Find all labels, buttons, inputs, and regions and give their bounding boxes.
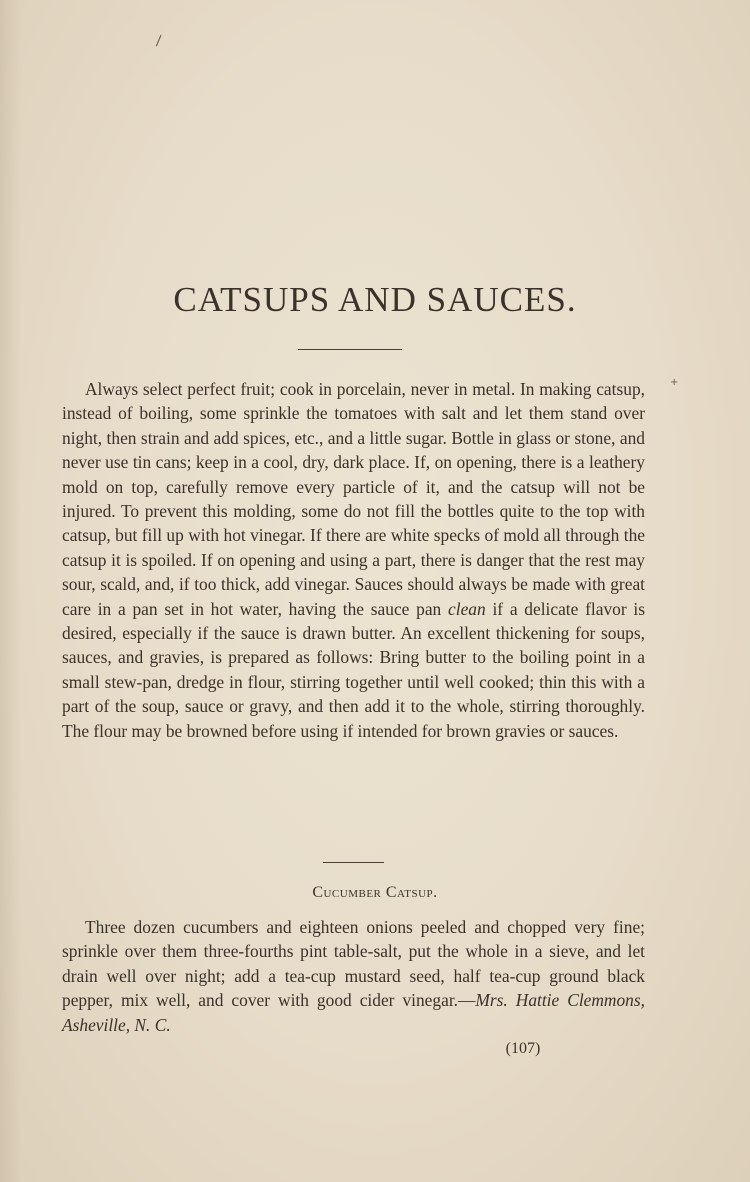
section-divider xyxy=(323,862,384,863)
chapter-title: CATSUPS AND SAUCES. xyxy=(173,280,577,319)
recipe-paragraph xyxy=(62,915,645,1037)
ink-speck-mark: + xyxy=(670,377,679,388)
page-edge-shadow xyxy=(0,0,22,1182)
intro-text-start: Always select perfect fruit; cook in porcelain, never in metal. In making catsup, instead of boiling, some sprinkle the tomatoes with salt and let them stand over night, then strain and add spices, etc., and a little sugar. Bottle in glass or stone, and never use tin cans; keep in a cool, dry, dark place. If, on opening, there is a leathery mold on top, carefully remove every particle of it, and the catsup will not be injured. To prevent this molding, some do not fill the bottles quite to the top with catsup, but fill up with hot vinegar. If there are white specks of mold all through the catsup it is spoiled. If on opening and using a part, there is danger that the rest may sour, scald, and, if too thick, add vinegar. Sauces should always be made with great care in a pan set in hot water, having the sauce pan xyxy=(62,379,645,619)
recipe-title: Cucumber Catsup. xyxy=(312,884,438,901)
recipe-attribution: Mrs. Hattie Clemmons, Asheville, N. C. xyxy=(62,990,645,1035)
intro-text-end: if a delicate flavor is desired, especially if the sauce is drawn butter. An excellent thickening for soups, sauces, and gravies, is prepared as follows: Bring butter to the boiling point in a small stew-pan, dredge in flour, stirring together until well cooked; thin this with a part of the soup, sauce or gravy, and then add it to the whole, stirring thoroughly. The flour may be browned before using if intended for brown gravies or sauces. xyxy=(62,598,645,741)
intro-emphasis: clean xyxy=(448,598,486,619)
page-number: (107) xyxy=(505,1040,541,1057)
ink-speck-mark: \ xyxy=(151,33,166,49)
title-divider xyxy=(298,349,402,350)
intro-paragraph xyxy=(62,377,645,743)
recipe-text: Three dozen cucumbers and eighteen onions peeled and chopped very fine; sprinkle over them three-fourths pint table-salt, put the whole in a sieve, and let drain well over night; add a tea-cup mustard seed, half tea-cup ground black pepper, mix well, and cover with good cider vinegar.— xyxy=(62,917,645,1011)
